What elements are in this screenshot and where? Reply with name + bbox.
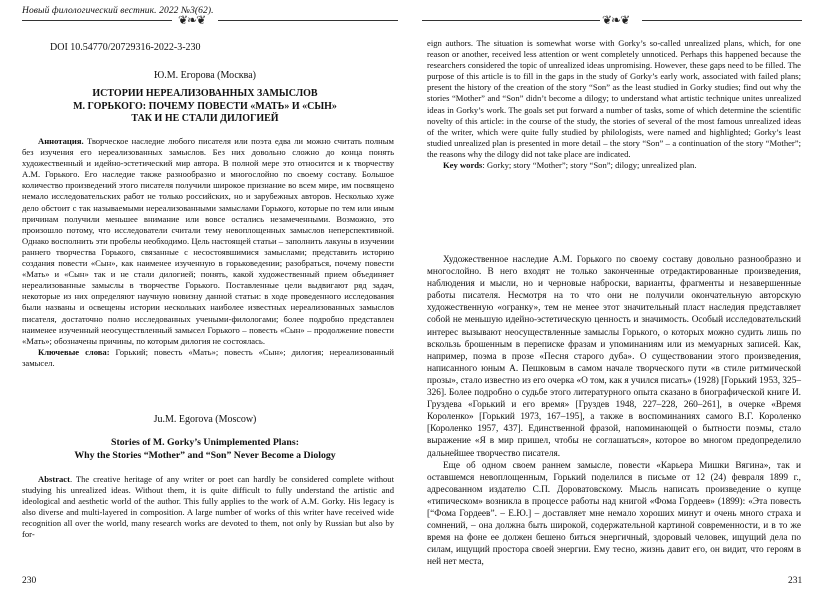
abstract-en-text: . The creative heritage of any writer or poet can hardly be considered complete without studying his unrealized ideas. Without them, it is quite difficult to fully understand the artistic and ideological and aesthetic world of the author. This fully applies to the work of A.M. Gorky. His legacy is also diverse and multi-layered in composition. A large number of works of this writer have received wide recognition all over the world, many research works are devoted to them, not only by Russian but also by for- [22,474,394,540]
ornament-icon: ❦❧❦ [602,13,630,27]
author-en: Ju.M. Egorova (Moscow) [153,414,257,425]
abstract-en [22,474,394,541]
page-number-right: 231 [788,576,803,586]
ornament-icon: ❦❧❦ [178,13,206,27]
abstract-ru-text: Творческое наследие любого писателя или поэта едва ли можно считать полным без изучения его нереализованных замыслов. Без них довольно сложно до конца понять художественный и идейно-эстетический мир автора. В полной мере это относится и к творчеству А.М. Горького. Его наследие также разнообразно и многослойно по своему составу. Большое количество произведений этого писателя получили широкое признание во всем мире, им посвящено немало исследовательских работ не только российских, но и зарубежных авторов. Несколько хуже дело обстоит с так называемыми нереализованными замыслами Горького, которые по тем или иным причинам получили меньшее внимание или вовсе остались незамеченными. Возможно, это произошло потому, что исследователи считали тему невоплощенных замыслов неперспективной. Однако восполнить эти пробелы необходимо. Цель настоящей статьи – заполнить лакуны в изучении раннего творчества Горького, связанные с несостоявшимися замыслами; представить историю создания повести «Сын», как наименее изученную в горьковедении; разобраться, почему повести «Мать» и «Сын» так и не стали дилогией; понять, какой художественный прием объединяет нереализованные замыслы в творчестве Горького. Поставленные цели выдвигают ряд задач, некоторые из них определяют научную новизну данной статьи: в ходе проведенного исследования были названы и освещены истории нескольких наиболее известных нереализованных замыслов писателя, достаточно полно исследованных учеными-филологами; более подробно представлен наименее изученный неосуществленный замысел Горького – повесть «Сын» – продолжение повести «Мать»; обозначены причины, по которым дилогия не состоялась. [22,136,394,346]
keywords-ru-label: Ключевые слова: [38,346,110,357]
running-head: Новый филологический вестник. 2022 №3(62). [22,6,214,16]
header-rule-right [218,20,398,21]
title-en [30,437,380,462]
title-ru-line: ТАК И НЕ СТАЛИ ДИЛОГИЕЙ [131,113,279,124]
keywords-ru [22,347,394,369]
title-ru-line: М. ГОРЬКОГО: ПОЧЕМУ ПОВЕСТИ «МАТЬ» И «СЫН» [73,100,337,112]
header-rule-right [642,20,802,21]
abstract-en-label: Abstract [38,474,70,484]
abstract-en-block [22,474,394,541]
title-ru [30,88,380,126]
doi: DOI 10.54770/20729316-2022-3-230 [50,42,201,53]
title-ru-line: ИСТОРИИ НЕРЕАЛИЗОВАННЫХ ЗАМЫСЛОВ [92,88,318,99]
header-rule-left [22,20,172,21]
abstract-en-continued [427,38,801,171]
abstract-ru [22,136,394,347]
body-paragraph: Еще об одном своем раннем замысле, повести «Карьера Мишки Вягина», так и оставшемся невоплощенным, Горький поделился в письме от 12 (24) февраля 1899 г., адресованном издателю С.П. Дороватовскому. Мысль написать произведение о купце «типическом» возникла в процессе работы над книгой «Фома Гордеев» (1899): «Эта повесть [“Фома Гордеев”. – Е.Ю.] – доставляет мне немало хороших минут и очень много страха и сомнений, – она должна быть широкой, содержательной картиной современности, и в то же время на фоне ее должен бешено биться энергичный, здоровый человек, ищущий дела по силам, ищущий простора своей энергии. Ему тесно, жизнь давит его, он видит, что героям в ней нет места, [427,460,801,568]
title-en-line: Stories of M. Gorky’s Unimplemented Plans: [111,437,299,448]
keywords-en-text: : Gorky; story “Mother”; story “Son”; dilogy; unrealized plan. [482,160,697,171]
keywords-ru-text: Горький; повесть «Мать»; повесть «Сын»; дилогия; нереализованный замысел. [22,346,394,368]
body-text [427,254,801,568]
title-en-line: Why the Stories “Mother” and “Son” Never Become a Diology [74,449,336,461]
abstract-ru-block [22,136,394,369]
keywords-en [427,160,801,171]
keywords-en-label: Key words [443,160,483,171]
abstract-en-cont-text: eign authors. The situation is somewhat worse with Gorky’s so-called unrealized plans, which, for one reason or another, received less attention or went completely unnoticed. Perhaps this happened because the researchers considered the topic of unrealized ideas unpromising. However, these gaps need to be filled. The purpose of this article is to fill in the gaps in the study of Gorky’s early work, associated with failed plans; present the history of the creation of the story “Son” as the least studied in Gorky studies; find out why the stories “Mother” and “Son” didn’t become a dilogy; to understand what artistic technique unites unrealized ideas in Gorky’s work. The goals set put forward a number of tasks, some of which determine the scientific novelty of this article: in the course of the study, the stories of several of the most famous unrealized ideas of the writer, which were quite fully studied by philologists, were named and highlighted; Gorky’s least studied unrealized plan is presented in more detail – the story “Son” – a continuation of the story “Mother”; the reasons why the dilogy did not take place are indicated. [427,38,801,159]
header-rule-left [422,20,600,21]
abstract-ru-label: Аннотация. [38,136,84,146]
author-ru: Ю.М. Егорова (Москва) [153,70,257,81]
body-paragraph: Художественное наследие А.М. Горького по своему составу довольно разнообразно и многослойно. В него входят не только законченные отредактированные произведения, наблюдения и мысли, но и черновые наброски, варианты, фрагменты и незавершенные работы писателя. Несмотря на то что они не получили окончательную авторскую художественную «огранку», тем не менее этот значительный пласт наследия представляет собой не меньшую идейно-эстетическую ценность и значимость. Особый исследовательский интерес вызывают неосуществленные замыслы Горького, о которых можно судить лишь по вскользь брошенным в переписке фразам и упоминаниям или из мемуарных записей. Как, например, поэма в прозе «Песня старого дуба». О существовании этого произведения, написанного юным А. Пешковым в самом начале творческого пути «в стиле ритмической прозы», стало известно из его очерка «О том, как я учился писать» (1928) [Горький 1953, 325–326]. Более подробно о судьбе этого литературного опыта сказано в биографической книге И. Груздева «Горький и его время» [Груздев 1948, 227–228, 260–261], в очерке «Время Короленко» [Горький 1973, 167–195], а также в воспоминаниях самого В.Г. Короленко [Короленко 1957, 437]. Единственной фразой, напоминающей о бытности поэмы, стало выражение «Я в мир пришел, чтобы не соглашаться», которое во многом предопределило дальнейшее творчество писателя. [427,255,801,459]
right-page [410,0,820,609]
page-number-left: 230 [22,576,37,586]
